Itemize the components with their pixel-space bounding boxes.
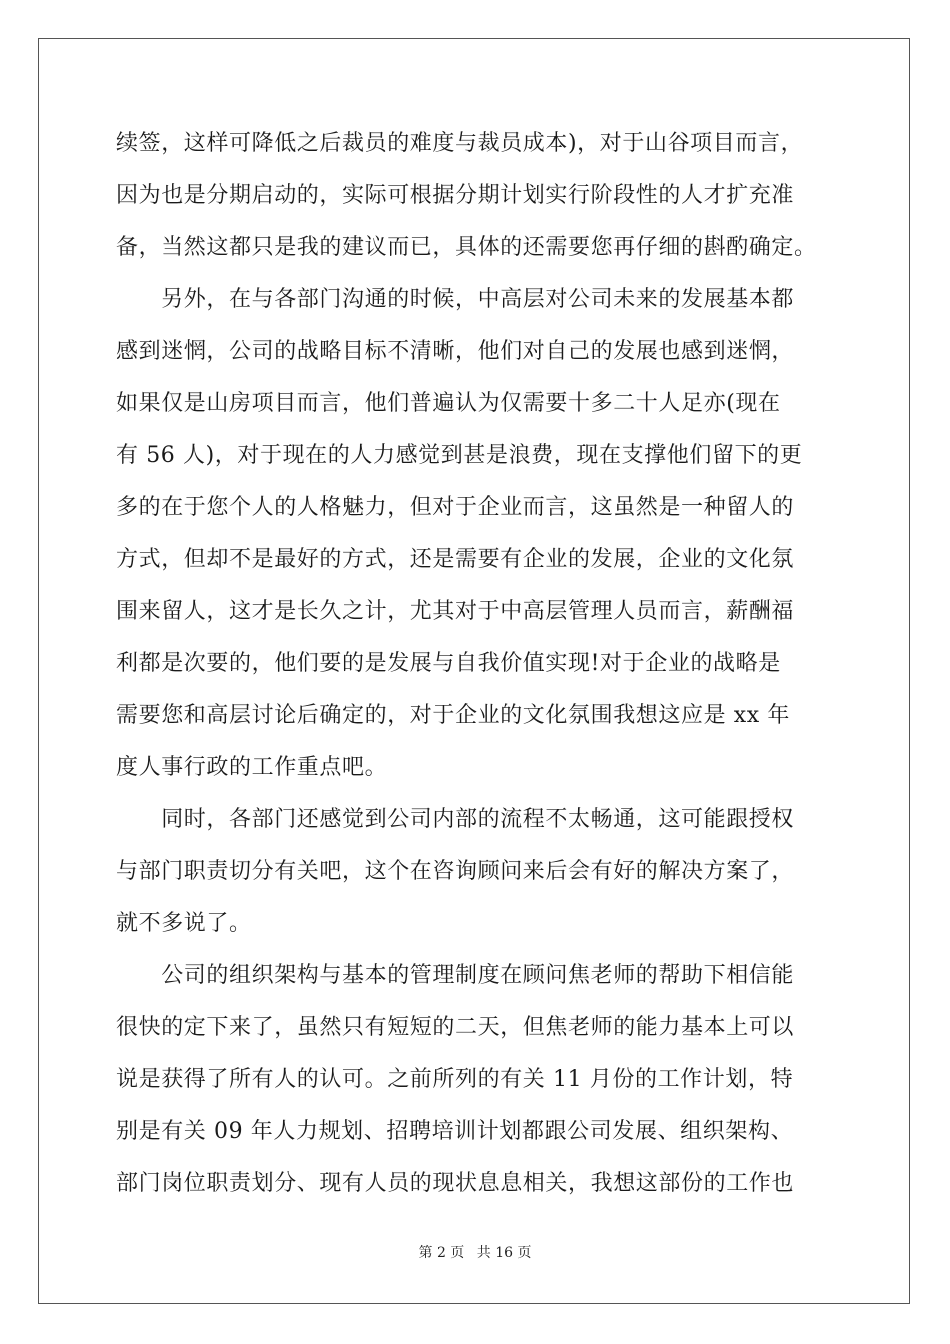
text-line: 方式，但却不是最好的方式，还是需要有企业的发展，企业的文化氛 [116, 547, 795, 572]
text-line: 别是有关 09 年人力规划、招聘培训计划都跟公司发展、组织架构、 [116, 1119, 794, 1144]
text-line: 另外，在与各部门沟通的时候，中高层对公司未来的发展基本都 [116, 287, 795, 312]
text-line: 围来留人，这才是长久之计，尤其对于中高层管理人员而言，薪酬福 [116, 599, 795, 624]
text-line: 如果仅是山房项目而言，他们普遍认为仅需要十多二十人足亦(现在 [116, 391, 781, 416]
text-line: 同时，各部门还感觉到公司内部的流程不太畅通，这可能跟授权 [116, 807, 795, 832]
text-line: 很快的定下来了，虽然只有短短的二天，但焦老师的能力基本上可以 [116, 1015, 795, 1040]
text-line: 感到迷惘，公司的战略目标不清晰，他们对自己的发展也感到迷惘， [116, 339, 795, 364]
text-line: 备，当然这都只是我的建议而已，具体的还需要您再仔细的斟酌确定。 [116, 235, 817, 260]
page-total: 共 16 页 [476, 1245, 532, 1261]
text-line: 续签，这样可降低之后裁员的难度与裁员成本)，对于山谷项目而言， [116, 131, 804, 156]
text-line: 有 56 人)，对于现在的人力感觉到甚是浪费，现在支撑他们留下的更 [116, 443, 803, 468]
text-line: 就不多说了。 [116, 911, 252, 936]
page-footer [0, 1242, 950, 1262]
text-line: 利都是次要的，他们要的是发展与自我价值实现!对于企业的战略是 [116, 651, 781, 676]
text-line: 与部门职责切分有关吧，这个在咨询顾问来后会有好的解决方案了， [116, 859, 795, 884]
page-number: 第 2 页 [418, 1245, 465, 1261]
text-line: 公司的组织架构与基本的管理制度在顾问焦老师的帮助下相信能 [116, 963, 795, 988]
document-body [116, 118, 834, 1210]
text-line: 度人事行政的工作重点吧。 [116, 755, 388, 780]
text-line: 多的在于您个人的人格魅力，但对于企业而言，这虽然是一种留人的 [116, 495, 795, 520]
text-line: 需要您和高层讨论后确定的，对于企业的文化氛围我想这应是 xx 年 [116, 703, 791, 728]
text-line: 因为也是分期启动的，实际可根据分期计划实行阶段性的人才扩充准 [116, 183, 795, 208]
text-line: 部门岗位职责划分、现有人员的现状息息相关，我想这部份的工作也 [116, 1171, 795, 1196]
text-line: 说是获得了所有人的认可。之前所列的有关 11 月份的工作计划，特 [116, 1067, 794, 1092]
